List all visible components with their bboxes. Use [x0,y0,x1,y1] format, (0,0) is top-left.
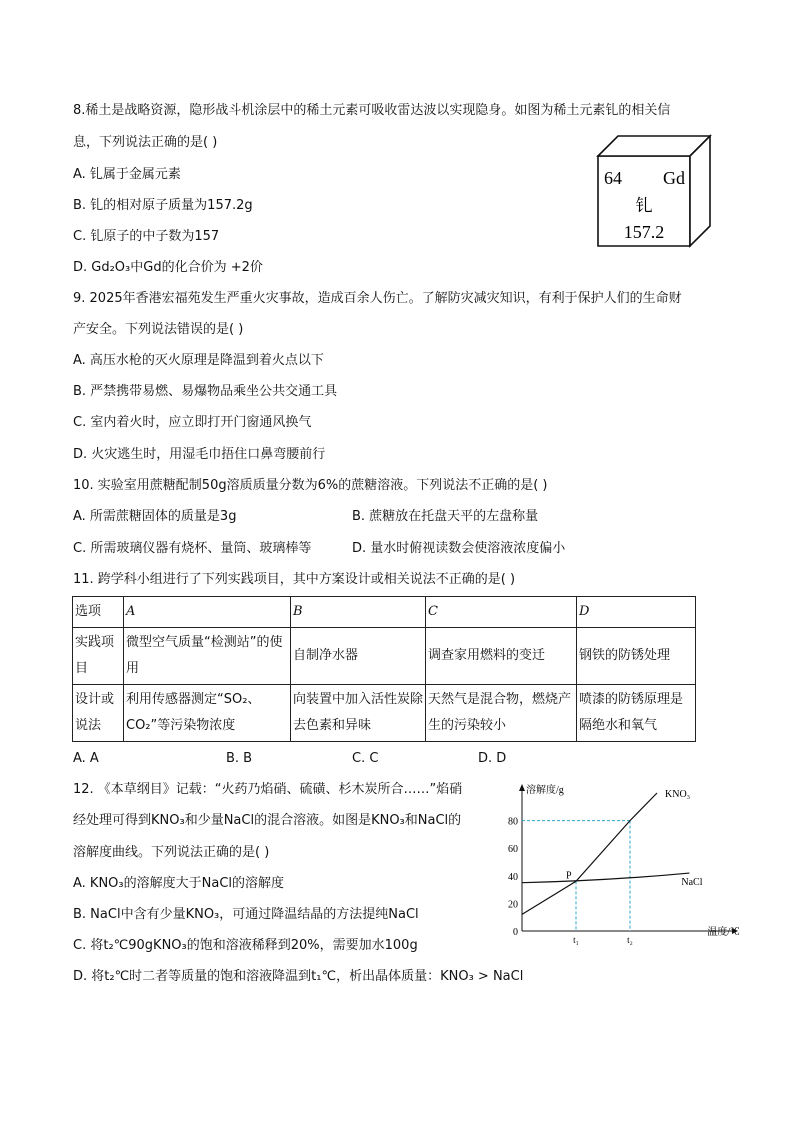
y-tick-label: 0 [513,927,518,938]
table-cell: D [577,597,696,628]
q8-option-c[interactable]: C. 钆原子的中子数为157 [73,229,220,244]
q9-option-b[interactable]: B. 严禁携带易燃、易爆物品乘坐公共交通工具 [73,384,338,399]
table-cell: 天然气是混合物，燃烧产生的污染较小 [426,685,577,742]
table-cell: 自制净水器 [291,628,426,685]
q9-option-d[interactable]: D. 火灾逃生时，用湿毛巾捂住口鼻弯腰前行 [73,447,326,462]
q11-option-a[interactable]: A. A [73,751,99,766]
y-tick-label: 80 [508,816,518,828]
solubility-chart [504,781,740,947]
y-tick-label: 20 [508,899,518,911]
q12-option-d[interactable]: D. 将t₂℃时二者等质量的饱和溶液降温到t₁℃，析出晶体质量：KNO₃ > NaCl [73,969,524,984]
kno3-series-label: KNO₃ [665,789,691,800]
element-atomic-mass: 157.2 [623,222,665,242]
q11-option-b[interactable]: B. B [226,751,253,766]
element-symbol: Gd [663,168,685,188]
table-cell: 选项 [73,597,124,628]
q8-stem-line1: 8.稀土是战略资源，隐形战斗机涂层中的稀土元素可吸收雷达波以实现隐身。如图为稀土元素钆的相关信 [73,103,671,118]
y-tick-label: 40 [508,871,518,883]
y-tick-label: 60 [508,844,518,856]
x-tick-label: t₁ [573,935,579,945]
nacl-series-label: NaCl [681,877,703,889]
table-cell: A [124,597,291,628]
table-cell: 设计或说法 [73,685,124,742]
q11-option-d[interactable]: D. D [478,751,507,766]
q8-stem-line2: 息，下列说法正确的是( ) [73,135,218,150]
y-axis-label: 溶解度/g [526,785,564,796]
q11-option-c[interactable]: C. C [352,751,379,766]
table-row [73,628,696,685]
table-cell: 微型空气质量“检测站”的使用 [124,628,291,685]
table-cell: C [426,597,577,628]
table-cell: 钢铁的防锈处理 [577,628,696,685]
q10-stem: 10. 实验室用蔗糖配制50g溶质质量分数为6%的蔗糖溶液。下列说法不正确的是( ) [73,478,548,493]
table-cell: 利用传感器测定“SO₂、CO₂”等污染物浓度 [124,685,291,742]
q10-option-c[interactable]: C. 所需玻璃仪器有烧杯、量筒、玻璃棒等 [73,541,312,556]
q9-option-c[interactable]: C. 室内着火时，应立即打开门窗通风换气 [73,415,312,430]
q8-option-b[interactable]: B. 钆的相对原子质量为157.2g [73,198,253,213]
table-cell: 实践项目 [73,628,124,685]
nacl-curve [522,873,689,883]
q11-table [72,596,696,742]
intersection-point-label: P [566,870,572,882]
x-tick-label: t₂ [627,935,633,945]
table-cell: 向装置中加入活性炭除去色素和异味 [291,685,426,742]
element-gd-card [590,134,715,249]
table-row [73,685,696,742]
element-atomic-number: 64 [604,168,622,188]
q8-option-d[interactable]: D. Gd₂O₃中Gd的化合价为 +2价 [73,260,263,275]
table-cell: B [291,597,426,628]
q9-option-a[interactable]: A. 高压水枪的灭火原理是降温到着火点以下 [73,353,324,368]
q11-stem: 11. 跨学科小组进行了下列实践项目，其中方案设计或相关说法不正确的是( ) [73,572,516,587]
y-axis-arrow [519,784,525,791]
q12-stem-line2: 经处理可得到KNO₃和少量NaCl的混合溶液。如图是KNO₃和NaCl的 [73,813,462,828]
element-name: 钆 [635,196,653,216]
q12-option-a[interactable]: A. KNO₃的溶解度大于NaCl的溶解度 [73,876,285,891]
q8-option-a[interactable]: A. 钆属于金属元素 [73,167,181,182]
kno3-curve [522,793,657,914]
q12-stem-line3: 溶解度曲线。下列说法正确的是( ) [73,845,270,860]
table-cell: 调查家用燃料的变迁 [426,628,577,685]
q9-stem-line1: 9. 2025年香港宏福苑发生严重火灾事故，造成百余人伤亡。了解防灾减灾知识，有利于保护人们的生命财 [73,291,682,306]
table-row [73,597,696,628]
q12-option-c[interactable]: C. 将t₂℃90gKNO₃的饱和溶液稀释到20%，需要加水100g [73,938,418,953]
q10-option-b[interactable]: B. 蔗糖放在托盘天平的左盘称量 [352,509,539,524]
q9-stem-line2: 产安全。下列说法错误的是( ) [73,322,244,337]
q12-stem-line1: 12. 《本草纲目》记载：“火药乃焰硝、硫磺、杉木炭所合……”焰硝 [73,782,463,797]
q10-option-a[interactable]: A. 所需蔗糖固体的质量是3g [73,509,237,524]
x-axis-label: 温度/℃ [707,927,740,938]
table-cell: 喷漆的防锈原理是隔绝水和氧气 [577,685,696,742]
q10-option-d[interactable]: D. 量水时俯视读数会使溶液浓度偏小 [352,541,566,556]
q12-option-b[interactable]: B. NaCl中含有少量KNO₃，可通过降温结晶的方法提纯NaCl [73,907,419,922]
